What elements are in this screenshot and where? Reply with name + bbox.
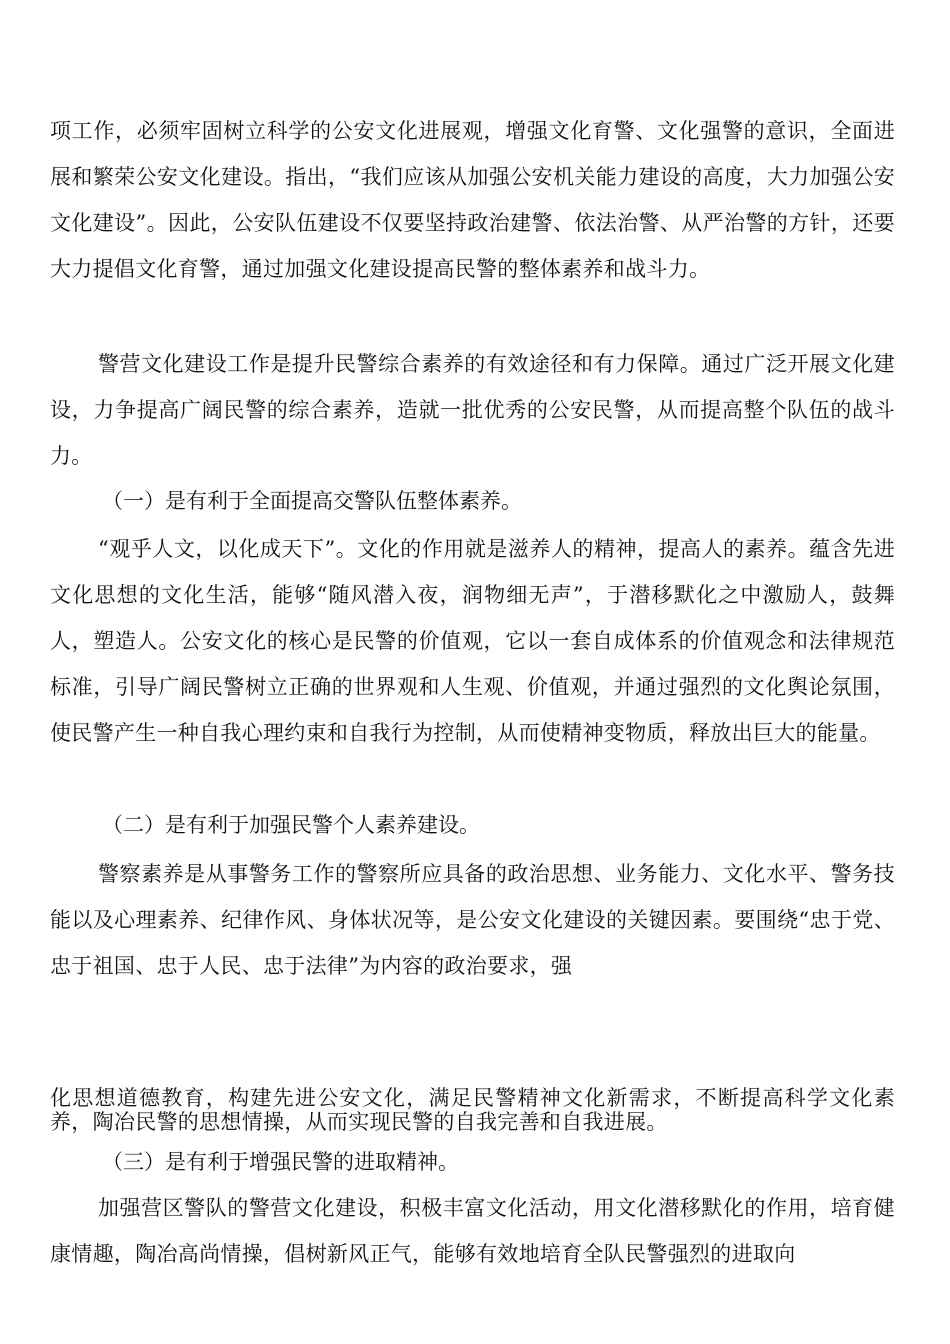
paragraph-6: 加强营区警队的警营文化建设，积极丰富文化活动，用文化潜移默化的作用，培育健康情趣，陶冶高尚情操，倡树新风正气，能够有效地培育全队民警强烈的进取向 [50,1196,895,1266]
section-heading-1: （一）是有利于全面提高交警队伍整体素养。 [102,489,522,513]
paragraph-1: 项工作，必须牢固树立科学的公安文化进展观，增强文化育警、文化强警的意识，全面进展和繁荣公安文化建设。指出，“我们应该从加强公安机关能力建设的高度，大力加强公安文化建设”。因此，公安队伍建设不仅要坚持政治建警、依法治警、从严治警的方针，还要大力提倡文化育警，通过加强文化建设提高民警的整体素养和战斗力。 [50,119,895,281]
paragraph-5: 化思想道德教育，构建先进公安文化，满足民警精神文化新需求，不断提高科学文化素养，陶冶民警的思想情操，从而实现民警的自我完善和自我进展。 [50,1086,895,1134]
paragraph-2: 警营文化建设工作是提升民警综合素养的有效途径和有力保障。通过广泛开展文化建设，力争提高广阔民警的综合素养，造就一批优秀的公安民警，从而提高整个队伍的战斗力。 [50,352,895,468]
paragraph-4: 警察素养是从事警务工作的警察所应具备的政治思想、业务能力、文化水平、警务技能以及心理素养、纪律作风、身体状况等，是公安文化建设的关键因素。要围绕“忠于党、忠于祖国、忠于人民、忠于法律”为内容的政治要求，强 [50,862,895,978]
section-heading-2: （二）是有利于加强民警个人素养建设。 [102,813,480,837]
section-heading-3: （三）是有利于增强民警的进取精神。 [102,1150,459,1174]
paragraph-3: “观乎人文，以化成天下”。文化的作用就是滋养人的精神，提高人的素养。蕴含先进文化思想的文化生活，能够“随风潜入夜，润物细无声”，于潜移默化之中激励人，鼓舞人，塑造人。公安文化的核心是民警的价值观，它以一套自成体系的价值观念和法律规范标准，引导广阔民警树立正确的世界观和人生观、价值观，并通过强烈的文化舆论氛围，使民警产生一种自我心理约束和自我行为控制，从而使精神变物质，释放出巨大的能量。 [50,537,895,745]
